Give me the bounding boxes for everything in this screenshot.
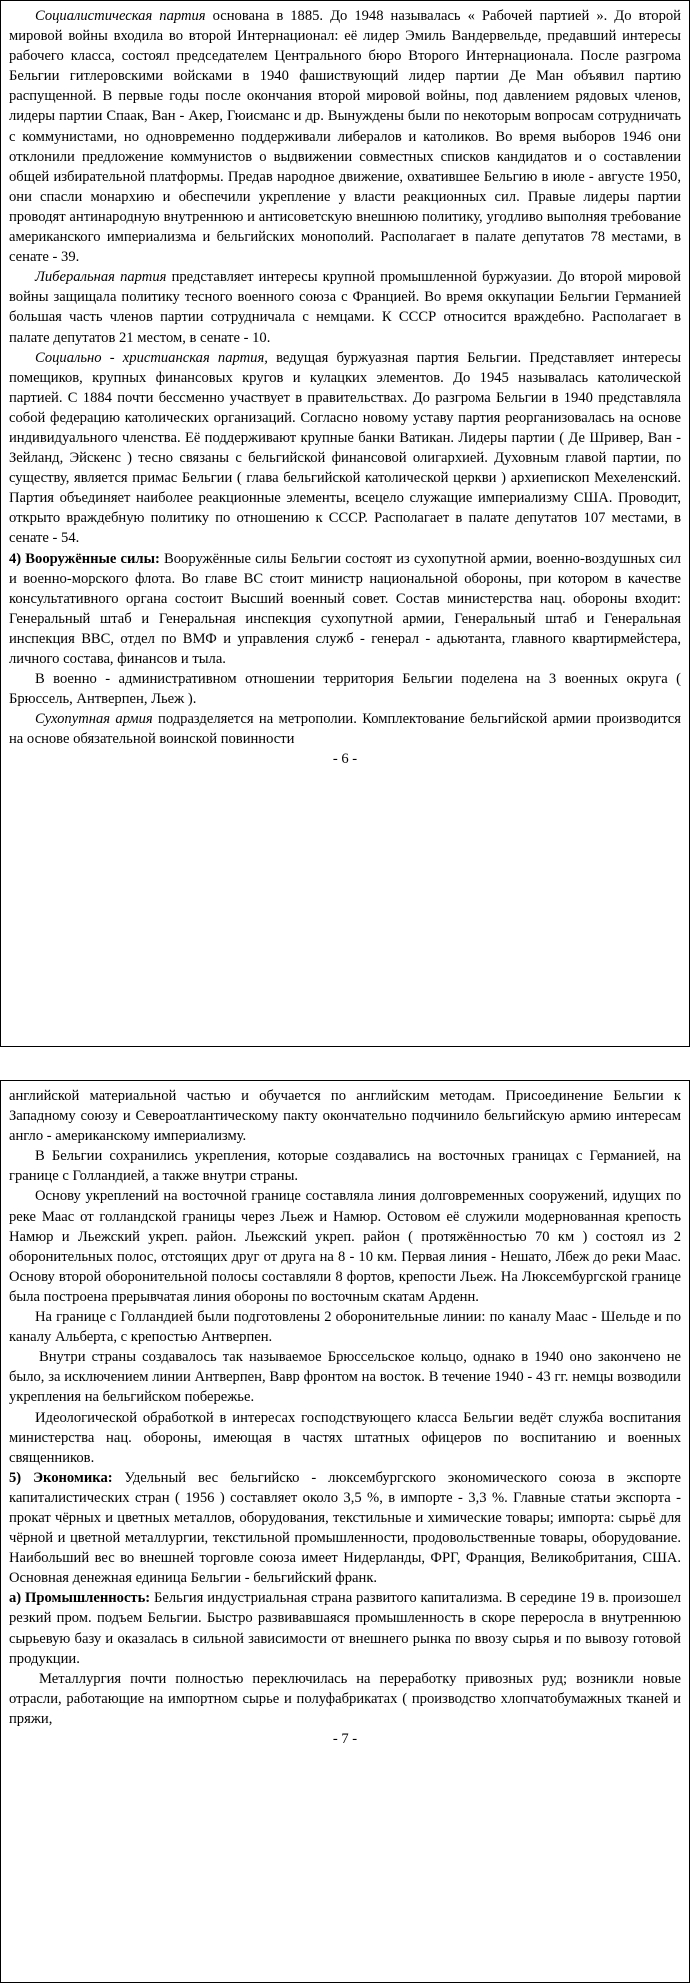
paragraph-ideology: Идеологической обработкой в интересах господствующего класса Бельгии ведёт службa воспитания министерства нац. обороны, имеющая в частях штатных офицеров по воспитанию и военных священников. [9, 1409, 681, 1466]
paragraph-fortifications: В Бельгии сохранились укрепления, которые создавались на восточных границах с Германией, на границе с Голландией, а также внутри страны. [9, 1148, 681, 1185]
term-liberal-party: Либеральная партия [35, 269, 167, 286]
heading-armed-forces: 4) Вооружённые силы: [9, 550, 160, 567]
paragraph-socialist-party: Социалистическая партия основана в 1885. До 1948 называлась « Рабочей партией ». До второй мировой войны входила во второй Интернационал: её лидер Эмиль Вандервельде, предавший интересы рабочего класса, состоял председателем Центрального бюро Второго Интернационала. После разгрома Бельгии гитлеровскими войсками в 1940 фашиствующий лидер партии Де Ман объявил партию распущенной. В первые годы после окончания второй мировой войны, под давлением рядовых членов, лидеры партии Спаак, Ван - Акер, Гюисманс и др. Вынуждены были по некоторым вопросам сотрудничать с коммунистами, но одновременно поддерживали либералов и католиков. Во время выборов 1946 они отклонили предложение коммунистов о выдвижении совместных списков кандидатов и о составлении общей избирательной платформы. Предав народное движение, охватившее Бельгию в июле - августе 1950, они спасли монархию и обеспечили укрепление у власти реакционных сил. Правые лидеры партии проводят антинародную внутреннюю и антисоветскую внешнюю политику, угодливо выполняя требование американского империализма и бельгийских монополий. Располагает в палате депутатов 78 местами, в сенате - 39. [9, 8, 681, 266]
paragraph-eastern-border: Основу укреплений на восточной границе составляла линия долговременных сооружений, идущих по реке Маас от голландской границы через Льеж и Намюр. Остовом её служили модернованная крепость Намюр и Льежский укреп. район. Льежский укреп. район ( протяжённостью 70 км ) состоял из 2 оборонительных полос, отстоящих друг от друга на 8 - 10 км. Первая линия - Нешато, Лбеж до реки Маас. Основу второй оборонительной полосы составляли 8 фортов, крепости Льеж. На Люксембургской границе была построена прерывчатая линия обороны по восточным скатам Арденн. [9, 1188, 681, 1305]
paragraph-dutch-border: На границе с Голландией были подготовлены 2 оборонительные линии: по каналу Маас - Шельде и по каналу Альберта, с крепостью Антверпен. [9, 1309, 681, 1346]
paragraph-land-army: Сухопутная армия подразделяется на метрополии. Комплектование бельгийской армии производится на основе обязательной воинской повинности [9, 711, 681, 748]
paragraph-metallurgy: Металлургия почти полностью переключилась на переработку привозных руд; возникли новые отрасли, работающие на импортном сырье и полуфабрикатах ( производство хлопчатобумажных тканей и пряжи, [9, 1670, 681, 1727]
paragraph-brussels-ring: Внутри страны создавалось так называемое Брюссельское кольцо, однако в 1940 оно закончено не было, за исключением линии Антверпен, Вавр фронтом на восток. В течение 1940 - 43 гг. немцы возводили укрепления на бельгийском побережье. [9, 1349, 681, 1406]
page-number: - 7 - [332, 1731, 358, 1747]
term-christian-party: Социально - христианская партия, [35, 349, 268, 366]
heading-economy: 5) Экономика: [9, 1469, 113, 1486]
term-socialist-party: Социалистическая партия [35, 8, 206, 24]
paragraph-industry: а) Промышленность: Бельгия индустриальная страна развитого капитализма. В середине 19 в. произошел резкий пром. подъем Бельгии. Быстро развивавшаяся промышленность в скоре переросла в внутреннюю сырьевую базу и оказалась в сильной зависимости от внешнего рынка по ввозу сырья и по вывозу готовой продукции. [9, 1590, 681, 1667]
term-land-army: Сухопутная армия [35, 711, 153, 728]
paragraph-continuation: английской материальной частью и обучается по английским методам. Присоединение Бельгии к Западному союзу и Североатлантическому пакту окончательно подчинило бельгийскую армию интересам англо - американскому империализму. [9, 1088, 681, 1145]
page-7-text [1, 1081, 689, 1749]
page-number: - 6 - [332, 751, 358, 768]
paragraph-liberal-party: Либеральная партия представляет интересы крупной промышленной буржуазии. До второй мировой войны защищала политику тесного военного союза с Францией. Во время оккупации Бельгии Германией большая часть членов партии сотрудничала с немцами. К СССР относится враждебно. Располагает в палате депутатов 21 местом, в сенате - 10. [9, 269, 681, 346]
paragraph-christian-party: Социально - христианская партия, ведущая буржуазная партия Бельгии. Представляет интересы помещиков, крупных финансовых кругов и кулацких элементов. До 1945 называлась католической партией. С 1884 почти бессменно участвует в правительствах. До разгрома Бельгии в 1940 представляла собой федерацию католических организаций. Согласно новому уставу партия реорганизовалась на основе индивидуального членства. Её поддерживают крупные банки Ватикан. Лидеры партии ( Де Шривер, Ван - Зейланд, Эйскенс ) тесно связаны с бельгийской финансовой олигархией. Духовным главой партии, по существу, является примас Бельгии ( глава бельгийской католической церкви ) архиепископ Мехеленский. Партия объединяет наиболее реакционные элементы, всецело служащие империализму США. Проводит, открыто враждебную политику по отношению к СССР. Располагает в палате депутатов 107 местами, в сенате - 54. [9, 349, 681, 547]
paragraph-armed-forces: 4) Вооружённые силы: Вооружённые силы Бельгии состоят из сухопутной армии, военно-воздушных сил и военно-морского флота. Во главе ВС стоит министр национальной обороны, при котором в качестве консультативного органа состоит Высший военный совет. Состав министерства нац. обороны входит: Генеральный штаб и Генеральная инспекция сухопутной армии, Генеральный штаб и Генеральная инспекция ВВС, отдел по ВМФ и управления служб - генерал - адьютанта, главного квартирмейстера, личного состава, финансов и тыла. [9, 550, 681, 667]
heading-industry: а) Промышленность: [9, 1590, 151, 1607]
paragraph-economy: 5) Экономика: Удельный вес бельгийско - люксембургского экономического союза в экспорте капиталистических стран ( 1956 ) составляет около 3,5 %, в импорте - 3,3 %. Главные статьи экспорта - прокат чёрных и цветных металлов, оборудования, текстильные и химические товары; импорта: сырьё для чёрной и цветной металлургии, текстильной промышленности, продовольственные товары, оборудование. Наибольший вес во внешней торговле союза имеет Нидерланды, ФРГ, Франция, Великобритания, США. Основная денежная единица Бельгии - бельгийский франк. [9, 1469, 681, 1587]
page-6-text [1, 1, 689, 770]
paragraph-military-districts: В военно - административном отношении территория Бельгии поделена на 3 военных округа ( Брюссель, Антверпен, Льеж ). [9, 671, 681, 708]
page-7 [0, 1080, 690, 1983]
